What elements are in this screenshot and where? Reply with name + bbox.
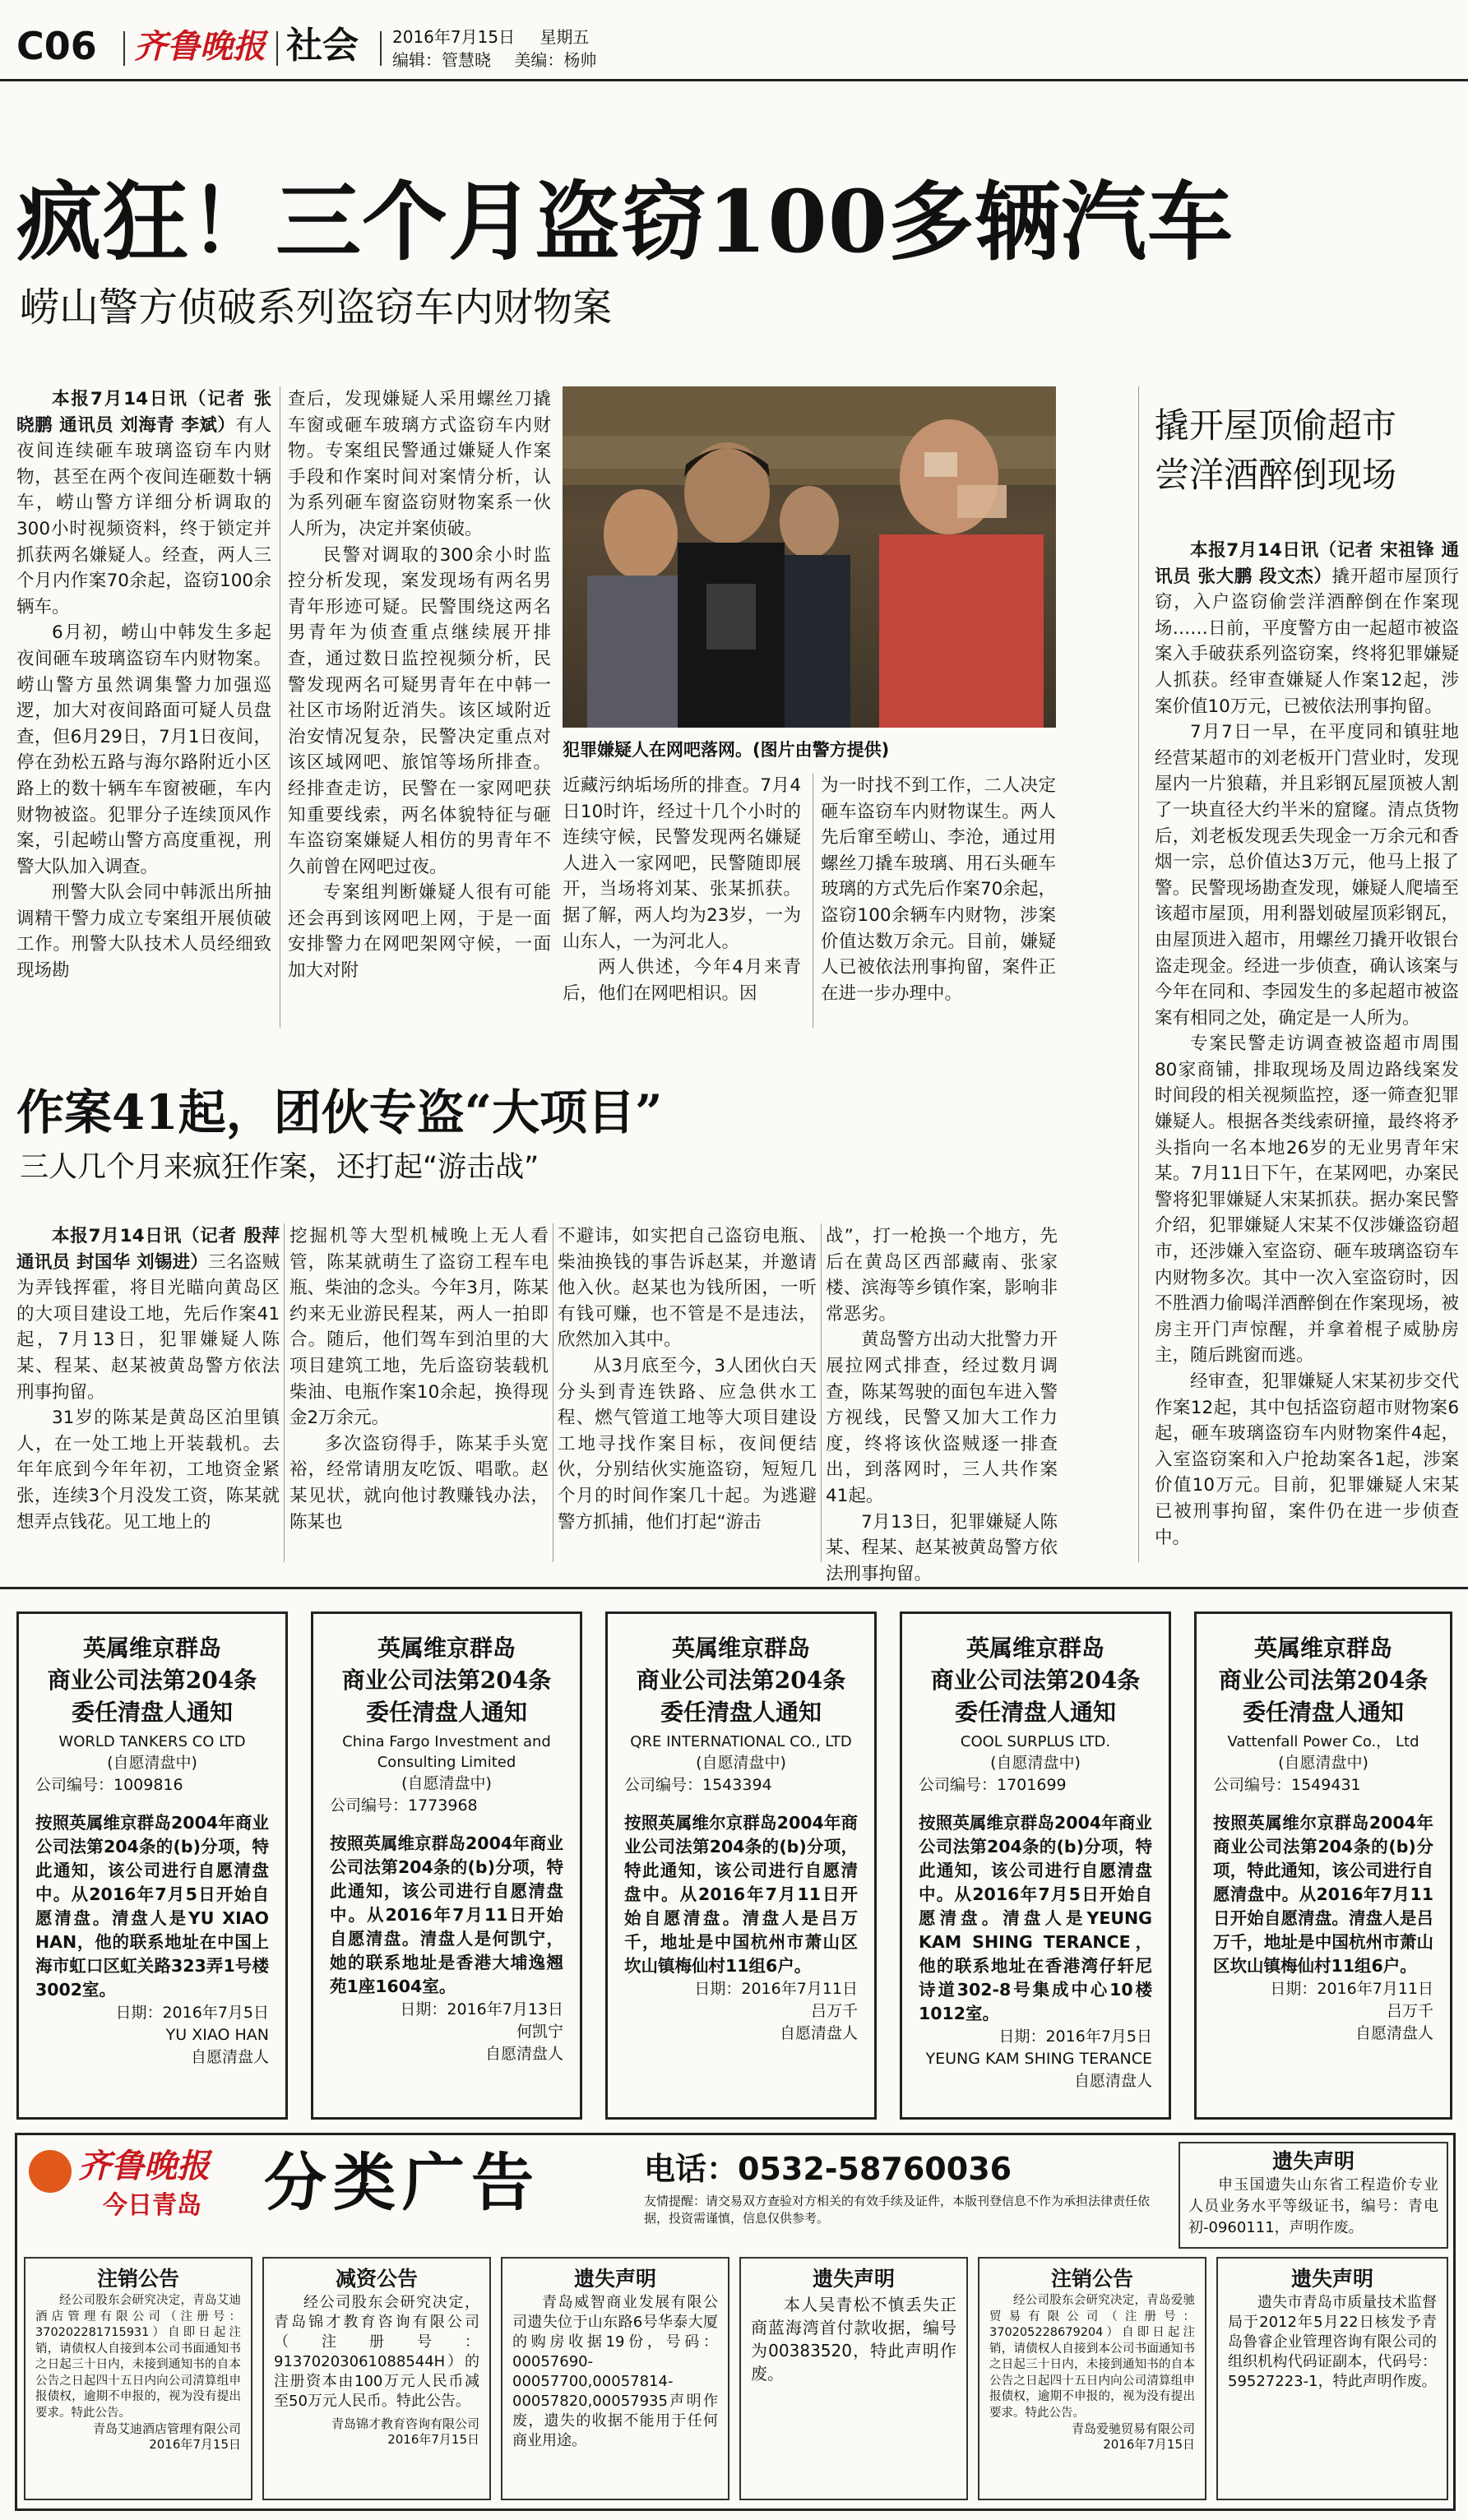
article2-headline: 作案41起，团伙专盗“大项目” [16, 1084, 663, 1140]
column-rule [821, 1223, 822, 1562]
phone-label: 电话： [644, 2151, 739, 2187]
classified-ad [262, 2257, 491, 2500]
ad-title: 注销公告 [96, 2267, 179, 2291]
side-lost-notice [1179, 2142, 1448, 2249]
weekday-text: 星期五 [540, 27, 590, 47]
ad-title: 遗失声明 [1290, 2267, 1373, 2291]
paragraph: 黄岛警方出动大批警力开展拉网式排查，经过数月调查，陈某驾驶的面包车进入警方视线，民警又加大工作力度，终将该伙盗贼逐一排查出，到落网时，三人共作案41起。 [826, 1329, 1058, 1506]
notice-body: 申玉国遗失山东省工程造价专业人员业务水平等级证书，编号：青电初-0960111，声明作废。 [1188, 2176, 1438, 2236]
notice-title: 委任清盘人通知 [365, 1699, 527, 1726]
main-col-2 [288, 386, 551, 1028]
liquidator-role: 自愿清盘人 [1355, 2024, 1433, 2042]
company-name: Vattenfall Power Co.， Ltd [1227, 1733, 1419, 1750]
liquidation-notice [311, 1611, 582, 2120]
paragraph: 挖掘机等大型机械晚上无人看管，陈某就萌生了盗窃工程车电瓶、柴油的念头。今年3月，陈某约来无业游民程某，两人一拍即合。随后，他们驾车到泊里的大项目建筑工地，先后盗窃装载机柴油、电瓶作案10余起，换得现金2万余元。 [289, 1226, 549, 1429]
notice-date: 日期：2016年7月11日 [694, 1980, 858, 1998]
phone-number: 0532-58760036 [738, 2151, 1012, 2187]
notice-title: 委任清盘人通知 [660, 1699, 822, 1726]
classified-section [15, 2133, 1456, 2511]
side-headline [1155, 401, 1459, 500]
notice-title: 英属维京群岛 [377, 1635, 516, 1662]
paragraph: 7月13日，犯罪嫌疑人陈某、程某、赵某被黄岛警方依法刑事拘留。 [826, 1511, 1058, 1584]
paragraph: 经审查，犯罪嫌疑人宋某初步交代作案12起，其中包括盗窃超市财物案6起，砸车玻璃盗窃车内财物案件4起，入室盗窃案和入户抢劫案各1起，涉案价值10万元。目前，犯罪嫌疑人宋某已被刑事拘留，案件仍在进一步侦查中。 [1155, 1371, 1459, 1548]
company-name: China Fargo Investment and Consulting Limited [342, 1733, 551, 1771]
notice-title: 英属维京群岛 [82, 1635, 221, 1662]
photo-illustration [563, 386, 1056, 728]
section-rule [0, 1587, 1468, 1589]
article2-col-3 [558, 1223, 817, 1562]
company-name: QRE INTERNATIONAL CO., LTD [630, 1733, 852, 1750]
ad-title: 遗失声明 [573, 2267, 656, 2291]
main-col-1 [16, 386, 271, 1028]
notice-title: 商业公司法第204条 [930, 1667, 1141, 1694]
ad-signature: 青岛锦才教育咨询有限公司 2016年7月15日 [331, 2416, 479, 2447]
designer-text: 美编：杨帅 [514, 50, 597, 70]
status-label: (自愿清盘中) [696, 1754, 786, 1772]
classified-ad [739, 2257, 968, 2500]
notice-body: 按照英属维尔京群岛2004年商业公司法第204条的(b)分项，特此通知，该公司进行自愿清盘中。从2016年7月11日开始自愿清盘。清盘人是吕万千，地址是中国杭州市萧山区坎山镇梅仙村11组6户。 [1213, 1813, 1433, 1976]
paragraph: 战”，打一枪换一个地方，先后在黄岛区西部藏南、张家楼、滨海等乡镇作案，影响非常恶劣。 [826, 1226, 1058, 1325]
notice-title: 商业公司法第204条 [636, 1667, 846, 1694]
date-text: 2016年7月15日 [392, 27, 516, 47]
paragraph: 查后，发现嫌疑人采用螺丝刀撬车窗或砸车玻璃方式盗窃车内财物。专案组民警通过嫌疑人作案手段和作案时间对案情分析，认为系列砸车窗盗窃财物案系一伙人所为，决定并案侦破。 [288, 389, 551, 539]
notice-title: 商业公司法第204条 [341, 1667, 552, 1694]
ad-body: 经公司股东会研究决定，青岛艾迪酒店管理有限公司（注册号：370202281715931）自即日起注销，请债权人自接到本公司书面通知书之日起三十日内，未接到通知书的自本公告之日起四十五日内向公司清算组申报债权，逾期不申报的，视为没有提出要求。特此公告。 [35, 2294, 241, 2420]
ad-signature: 青岛艾迪酒店管理有限公司 2016年7月15日 [92, 2421, 241, 2452]
news-photo [563, 386, 1056, 728]
side-article-body [1155, 538, 1459, 1562]
company-number: 公司编号：1701699 [919, 1776, 1067, 1794]
ad-title: 遗失声明 [812, 2267, 895, 2291]
paper-logo: 齐鲁晚报 [134, 27, 266, 66]
ad-body: 经公司股东会研究决定，青岛锦才教育咨询有限公司（注册号：91370203061088544H）的注册资本由100万元人民币减至50万元人民币。特此公告。 [274, 2294, 479, 2410]
paragraph: 7月7日一早，在平度同和镇驻地经营某超市的刘老板开门营业时，发现屋内一片狼藉，并且彩钢瓦屋顶被人割了一块直径大约半米的窟窿。清点货物后，刘老板发现丢失现金一万余元和香烟一宗，总价值达3万元，他马上报了警。民警现场勘查发现，嫌疑人爬墙至该超市屋顶，用利器划破屋顶彩钢瓦，由屋顶进入超市，用螺丝刀撬开收银台盗走现金。经进一步侦查，确认该案与今年在同和、李园发生的多起超市被盗案有相同之处，确定是一人所为。 [1155, 722, 1459, 1029]
company-number: 公司编号：1543394 [624, 1776, 772, 1794]
paragraph: 有人夜间连续砸车玻璃盗窃车内财物，甚至在两个夜间连砸数十辆车，崂山警方详细分析调取的300小时视频资料，终于锁定并抓获两名嫌疑人。经查，两人三个月内作案70余起，盗窃100余辆车。 [16, 414, 271, 617]
status-label: (自愿清盘中) [1278, 1754, 1368, 1772]
brand-badge [29, 2150, 72, 2193]
article2-col-2 [289, 1223, 549, 1562]
classified-ad [1216, 2257, 1448, 2500]
notice-title: 英属维京群岛 [966, 1635, 1104, 1662]
paragraph: 6月初，崂山中韩发生多起夜间砸车玻璃盗窃车内财物案。崂山警方虽然调集警力加强巡逻，加大对夜间路面可疑人员盘查，但6月29日，7月1日夜间，停在劲松五路与海尔路附近小区路上的数十辆车车窗被砸，车内财物被盗。犯罪分子连续顶风作案，引起崂山警方高度重视，刑警大队加入调查。 [16, 622, 271, 877]
section-name: 社会 [286, 25, 359, 67]
notice-title: 英属维京群岛 [671, 1635, 810, 1662]
notice-title: 委任清盘人通知 [71, 1699, 233, 1726]
article2-col-4 [826, 1223, 1058, 1584]
classified-brand-logo: 齐鲁晚报 [78, 2147, 210, 2185]
side-headline-line2: 尝洋酒醉倒现场 [1155, 455, 1397, 495]
liquidation-notice [900, 1611, 1171, 2120]
paragraph: 从3月底至今，3人团伙白天分头到青连铁路、应急供水工程、燃气管道工地等大项目建设工地寻找作案目标，夜间便结伙，分别结伙实施盗窃，短短几个月的时间作案几十起。为逃避警方抓捕，他们打起“游击 [558, 1355, 817, 1533]
main-subhead: 崂山警方侦破系列盗窃车内财物案 [20, 284, 613, 331]
article2-col-1 [16, 1223, 280, 1562]
ad-body: 青岛威智商业发展有限公司遗失位于山东路6号华泰大厦的购房收据19份，号码：00057690-00057700,00057814-00057820,00057935声明作废，遗失的收据不能用于任何商业用途。 [512, 2294, 718, 2449]
liquidator-role: 自愿清盘人 [484, 2045, 563, 2063]
issue-date [392, 26, 589, 48]
paragraph: 近藏污纳垢场所的排查。7月4日10时许，经过十几个小时的连续守候，民警发现两名嫌疑人进入一家网吧，民警随即展开，当场将刘某、张某抓获。据了解，两人均为23岁，一为山东人，一为河北人。 [563, 775, 801, 952]
company-number: 公司编号：1009816 [35, 1776, 183, 1794]
notice-date: 日期：2016年7月11日 [1270, 1980, 1433, 1998]
editor-credits [392, 49, 596, 71]
notice-body: 按照英属维京群岛2004年商业公司法第204条的(b)分项，特此通知，该公司进行自愿清盘中。从2016年7月5日开始自愿清盘。清盘人是YEUNG KAM SHING TERANCE，他的联系地址在香港湾仔轩尼诗道302-8号集成中心10楼1012室。 [919, 1813, 1152, 2023]
notice-date: 日期：2016年7月5日 [998, 2028, 1152, 2046]
ad-body: 本人吴青松不慎丢失正商蓝海湾首付款收据，编号为00383520，特此声明作废。 [751, 2295, 956, 2384]
notice-date: 日期：2016年7月13日 [400, 2000, 563, 2018]
company-number: 公司编号：1549431 [1213, 1776, 1361, 1794]
header-divider [276, 31, 278, 66]
liquidator-role: 自愿清盘人 [190, 2048, 269, 2066]
notice-body: 按照英属维京群岛2004年商业公司法第204条的(b)分项，特此通知，该公司进行自愿清盘中。从2016年7月11日开始自愿清盘。清盘人是何凯宁，她的联系地址是香港大埔逸翘苑1座1604室。 [330, 1833, 563, 1996]
paragraph: 撬开超市屋顶行窃，入户盗窃偷尝洋酒醉倒在作案现场……日前，平度警方由一起超市被盗案入手破获系列盗窃案，终将犯罪嫌疑人抓获。经审查嫌疑人作案12起，涉案价值10万元，已被依法刑事拘留。 [1155, 566, 1459, 717]
article2-subhead: 三人几个月来疯狂作案，还打起“游击战” [20, 1151, 540, 1184]
liquidator-name: 吕万千 [810, 2002, 858, 2020]
paragraph: 多次盗窃得手，陈某手头宽裕，经常请朋友吃饭、唱歌。赵某见状，就向他讨教赚钱办法，陈某也 [289, 1433, 549, 1533]
header-divider [380, 31, 382, 66]
liquidator-role: 自愿清盘人 [1073, 2072, 1152, 2090]
notice-title: 商业公司法第204条 [1218, 1667, 1429, 1694]
liquidation-notice [1194, 1611, 1452, 2120]
classified-ad [978, 2257, 1206, 2500]
notice-title: 委任清盘人通知 [954, 1699, 1116, 1726]
main-col-3 [563, 773, 801, 1028]
paragraph: 三名盗贼为弄钱挥霍，将目光瞄向黄岛区的大项目建设工地，先后作案41起，7月13日，犯罪嫌疑人陈某、程某、赵某被黄岛警方依法刑事拘留。 [16, 1251, 280, 1403]
company-name: COOL SURPLUS LTD. [960, 1733, 1111, 1750]
header-rule [0, 79, 1468, 81]
paragraph: 不避讳，如实把自己盗窃电瓶、柴油换钱的事告诉赵某，并邀请他入伙。赵某也为钱所困，一听有钱可赚，也不管是不是违法，欣然加入其中。 [558, 1226, 817, 1351]
notice-title: 遗失声明 [1271, 2149, 1355, 2173]
liquidator-name: 吕万千 [1386, 2002, 1433, 2020]
classified-ad [501, 2257, 729, 2500]
notice-title: 商业公司法第204条 [47, 1667, 257, 1694]
status-label: (自愿清盘中) [401, 1774, 492, 1792]
main-headline: 疯狂！三个月盗窃100多辆汽车 [16, 171, 1234, 272]
classified-brand-sub: 今日青岛 [103, 2191, 201, 2220]
notice-title: 英属维京群岛 [1253, 1635, 1392, 1662]
editor-text: 编辑：管慧晓 [392, 50, 491, 70]
liquidator-role: 自愿清盘人 [779, 2024, 858, 2042]
company-name: WORLD TANKERS CO LTD [58, 1733, 246, 1750]
classified-title: 分类广告 [264, 2146, 540, 2219]
liquidation-notice [16, 1611, 288, 2120]
photo-caption: 犯罪嫌疑人在网吧落网。(图片由警方提供) [563, 740, 890, 760]
liquidation-notice [605, 1611, 877, 2120]
paragraph: 专案民警走访调查被盗超市周围80家商铺，排取现场及周边路线案发时间段的相关视频监控，逐一筛查犯罪嫌疑人。根据各类线索研撞，最终将矛头指向一名本地26岁的无业男青年宋某。7月11日下午，在某网吧，办案民警将犯罪嫌疑人宋某抓获。据办案民警介绍，犯罪嫌疑人宋某不仅涉嫌盗窃超市，还涉嫌入室盗窃、砸车玻璃盗窃车内财物多次。其中一次入室盗窃时，因不胜酒力偷喝洋酒醉倒在作案现场，被房主开门声惊醒，并拿着棍子威胁房主，随后跳窗而逃。 [1155, 1033, 1459, 1366]
company-number: 公司编号：1773968 [330, 1796, 478, 1815]
phone-line [644, 2150, 1012, 2188]
ad-title: 减资公告 [335, 2267, 418, 2291]
paragraph: 专案组判断嫌疑人很有可能还会再到该网吧上网，于是一面安排警力在网吧架网守候，一面加大对附 [288, 882, 551, 982]
paragraph: 刑警大队会同中韩派出所抽调精干警力成立专案组开展侦破工作。刑警大队技术人员经细致现场勘 [16, 882, 271, 982]
disclaimer: 友情提醒：请交易双方查验对方相关的有效手续及证件，本版刊登信息不作为承担法律责任依据，投资需谨慎，信息仅供参考。 [644, 2194, 1151, 2226]
page-header [0, 0, 1468, 78]
notice-body: 按照英属维京群岛2004年商业公司法第204条的(b)分项，特此通知，该公司进行自愿清盘中。从2016年7月5日开始自愿清盘。清盘人是YU XIAO HAN，他的联系地址在中国上海市虹口区虹关路323弄1号楼3002室。 [35, 1813, 269, 2000]
main-col-4 [821, 773, 1056, 1028]
notice-body: 按照英属维尔京群岛2004年商业公司法第204条的(b)分项，特此通知，该公司进行自愿清盘中。从2016年7月11日开始自愿清盘。清盘人是吕万千，地址是中国杭州市萧山区坎山镇梅仙村11组6户。 [624, 1813, 858, 1976]
paragraph: 两人供述，今年4月来青后，他们在网吧相识。因 [563, 957, 801, 1004]
paragraph: 为一时找不到工作，二人决定砸车盗窃车内财物谋生。两人先后窜至崂山、李沧，通过用螺丝刀撬车玻璃、用石头砸车玻璃的方式先后作案70余起，盗窃100余辆车内财物，涉案价值达数万余元。目前，嫌疑人已被依法刑事拘留，案件正在进一步办理中。 [821, 775, 1056, 1004]
byline: 本报7月14日讯（记者 张晓鹏 通讯员 刘海青 李斌） [16, 389, 271, 436]
header-divider [123, 31, 125, 66]
notice-date: 日期：2016年7月5日 [115, 2004, 269, 2022]
byline: 本报7月14日讯（记者 宋祖锋 通讯员 张大鹏 段文杰） [1155, 540, 1459, 587]
status-label: (自愿清盘中) [990, 1754, 1081, 1772]
paragraph: 31岁的陈某是黄岛区泊里镇人，在一处工地上开装载机。去年年底到今年年初，工地资金紧张，连续3个月没发工资，陈某就想弄点钱花。见工地上的 [16, 1408, 280, 1533]
ad-title: 注销公告 [1050, 2267, 1133, 2291]
column-rule [1138, 386, 1139, 1562]
byline: 本报7月14日讯（记者 殷萍 通讯员 封国华 刘锡进） [16, 1226, 280, 1273]
page-number: C06 [16, 24, 97, 68]
ad-body: 遗失市青岛市质量技术监督局于2012年5月22日核发予青岛鲁睿企业管理咨询有限公司的组织机构代码证副本，代码号：59527223-1，特此声明作废。 [1228, 2294, 1437, 2390]
status-label: (自愿清盘中) [107, 1754, 197, 1772]
ad-body: 经公司股东会研究决定，青岛爱驰贸易有限公司（注册号：370205228679204）自即日起注销，请债权人自接到本公司书面通知书之日起三十日内，未接到通知书的自本公告之日起四十五日内向公司清算组申报债权，逾期不申报的，视为没有提出要求。特此公告。 [989, 2294, 1195, 2420]
liquidator-name: YU XIAO HAN [165, 2026, 269, 2044]
liquidator-name: 何凯宁 [516, 2023, 563, 2041]
side-headline-line1: 撬开屋顶偷超市 [1155, 405, 1397, 446]
column-rule [284, 1223, 285, 1562]
notice-title: 委任清盘人通知 [1242, 1699, 1404, 1726]
ad-signature: 青岛爱驰贸易有限公司 2016年7月15日 [1071, 2421, 1195, 2452]
paragraph: 民警对调取的300余小时监控分析发现，案发现场有两名男青年形迹可疑。民警围绕这两名男青年为侦查重点继续展开排查，通过数日监控视频分析，民警发现两名可疑男青年在中韩一社区市场附近消失。该区域附近治安情况复杂，民警决定重点对该区域网吧、旅馆等场所排查。经排查走访，民警在一家网吧获知重要线索，两名体貌特征与砸车盗窃案嫌疑人相仿的男青年不久前曾在网吧过夜。 [288, 544, 551, 877]
liquidator-name: YEUNG KAM SHING TERANCE [925, 2050, 1152, 2068]
classified-ad [24, 2257, 252, 2500]
